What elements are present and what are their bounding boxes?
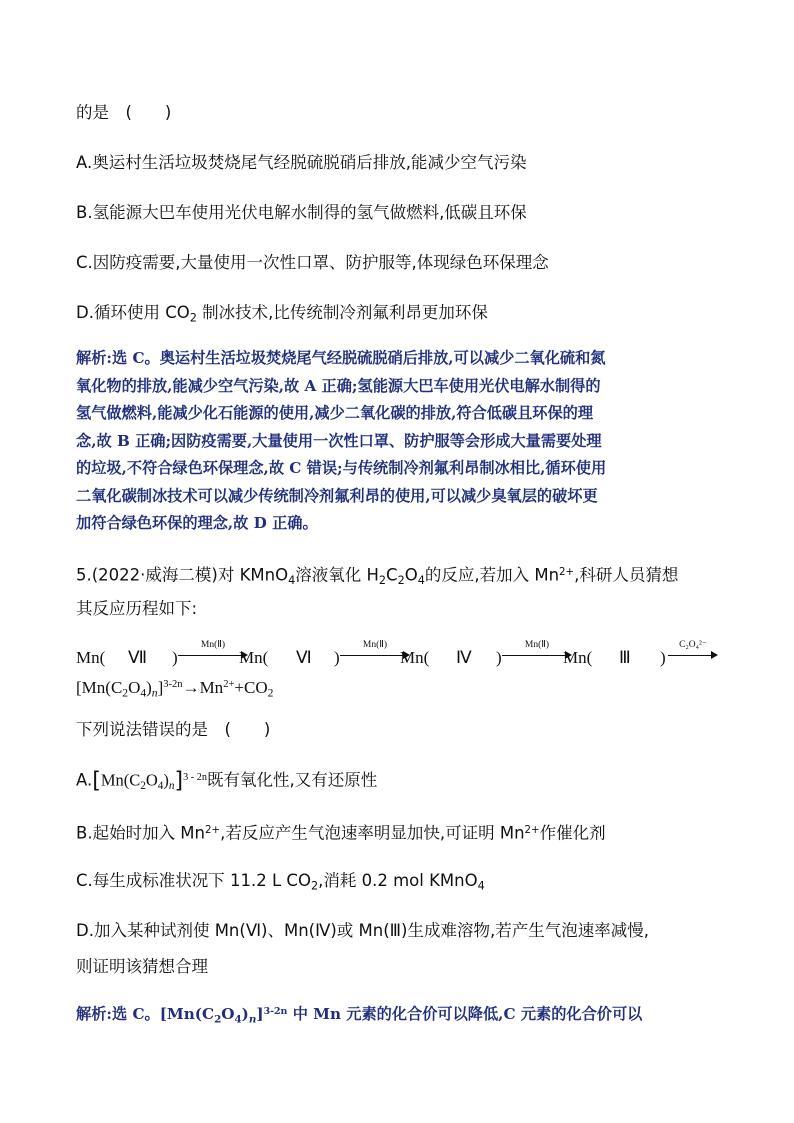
stem-text: O xyxy=(404,565,418,585)
formula-text: ] xyxy=(256,1005,264,1024)
subscript: 4 xyxy=(477,879,485,893)
subscript: 4 xyxy=(157,779,164,792)
question-4-option-b: B.氢能源大巴车使用光伏电解水制得的氢气做燃料,低碳且环保 xyxy=(76,203,527,222)
formula-text: O xyxy=(145,770,158,790)
mn-label: Mn( xyxy=(76,648,106,667)
superscript: 3-2n xyxy=(263,1006,288,1017)
subscript: 2 xyxy=(140,779,146,792)
option-d-text-tail: 制冰技术,比传统制冷剂氟利昂更加环保 xyxy=(196,303,488,322)
explanation-line: 氧化物的排放,能减少空气污染,故 A 正确;氢能源大巴车使用光伏电解水制得的 xyxy=(76,376,601,395)
arrow-line xyxy=(502,655,566,656)
question-5-option-b xyxy=(76,821,606,844)
option-text: 作催化剂 xyxy=(539,823,606,843)
formula-text: ) xyxy=(163,770,169,790)
option-text: 既有氧化性,又有还原性 xyxy=(206,770,378,790)
question-5-option-a xyxy=(76,768,377,796)
option-text: ,消耗 0.2 mol KMnO xyxy=(318,871,478,890)
explanation-text: 解析:选 C。 xyxy=(76,1005,160,1024)
subscript: 2 xyxy=(189,311,197,325)
close-paren: ) xyxy=(496,648,502,667)
question-5-option-c xyxy=(76,871,485,896)
subscript: n xyxy=(151,686,158,700)
question-5-option-d-line-2: 则证明该猜想合理 xyxy=(76,957,208,976)
mn-label: Mn( xyxy=(239,648,269,667)
formula-text: +CO xyxy=(234,677,268,697)
option-d-text: D.循环使用 CO xyxy=(76,303,190,322)
explanation-text: 中 Mn 元素的化合价可以降低,C 元素的化合价可以 xyxy=(287,1005,643,1024)
stem-text: 溶液氧化 H xyxy=(295,565,379,585)
superscript: 2+ xyxy=(524,825,540,836)
subscript: 2 xyxy=(214,1013,222,1026)
subscript: 2 xyxy=(267,686,274,700)
option-text: C.每生成标准状况下 11.2 L CO xyxy=(76,871,311,890)
oxidation-state-vii: Ⅶ xyxy=(128,648,148,667)
stem-text: 的反应,若加入 Mn xyxy=(424,565,560,585)
arrow-label: Mn(Ⅱ) xyxy=(524,640,550,650)
explanation-line xyxy=(76,998,718,1026)
arrow-head-icon xyxy=(711,651,718,659)
question-4-explanation xyxy=(76,345,718,538)
oxidation-state-iii: Ⅲ xyxy=(619,648,631,667)
stem-text: 5.(2022·威海二模)对 KMnO xyxy=(76,565,289,585)
arrow-line xyxy=(178,655,242,656)
option-text: ,若反应产生气泡速率明显加快,可证明 Mn xyxy=(220,823,525,843)
subscript: 2 xyxy=(378,573,387,587)
formula-text: O xyxy=(221,1005,235,1024)
formula-text: ] xyxy=(157,677,164,697)
superscript: 3-2n xyxy=(163,679,183,690)
reaction-pathway-line-2 xyxy=(76,675,273,703)
bracket: [ xyxy=(92,768,101,794)
arrow-label: Mn(Ⅱ) xyxy=(362,640,388,650)
subscript: 4 xyxy=(288,573,296,587)
explanation-line: 的垃圾,不符合绿色环保理念,故 C 错误;与传统制冷剂氟利昂制冰相比,循环使用 xyxy=(76,459,607,477)
bracket: ] xyxy=(174,768,184,794)
question-5-stem-line-1 xyxy=(76,563,678,591)
option-label: A. xyxy=(76,770,93,790)
arrow-oxalate xyxy=(668,640,718,662)
explanation-line: 解析:选 C。奥运村生活垃圾焚烧尾气经脱硫脱硝后排放,可以减少二氧化硫和氮 xyxy=(76,349,606,367)
formula-text: [Mn(C xyxy=(76,677,123,697)
formula-text: ) xyxy=(146,677,152,697)
explanation-line: 二氧化碳制冰技术可以减少传统制冷剂氟利昂的使用,可以减少臭氧层的破坏更 xyxy=(76,486,598,505)
question-5-stem-line-2: 其反应历程如下: xyxy=(76,599,198,618)
formula-text: [Mn(C xyxy=(159,1005,215,1024)
oxidation-state-iv: Ⅳ xyxy=(456,648,472,667)
option-text: B.起始时加入 Mn xyxy=(76,823,206,843)
subscript: n xyxy=(168,779,175,792)
subscript: 2 xyxy=(122,686,129,700)
formula-text: ) xyxy=(241,1005,249,1024)
subscript: 4 xyxy=(234,1013,242,1026)
explanation-line: 加符合绿色环保的理念,故 D 正确。 xyxy=(76,514,318,532)
oxidation-state-vi: Ⅵ xyxy=(296,648,312,667)
question-4-option-d xyxy=(76,303,488,328)
arrow-line xyxy=(668,655,712,656)
explanation-line: 念,故 B 正确;因防疫需要,大量使用一次性口罩、防护服等会形成大量需要处理 xyxy=(76,431,602,450)
close-paren: ) xyxy=(172,648,178,667)
subscript: 4 xyxy=(417,573,425,587)
subscript: 2 xyxy=(397,573,405,587)
subscript: 2 xyxy=(310,879,319,893)
subscript: n xyxy=(248,1013,257,1026)
arrow-catalyst-1 xyxy=(178,640,248,662)
arrow-line xyxy=(340,655,404,656)
question-5-ask: 下列说法错误的是 ( ) xyxy=(76,720,271,739)
mn-label: Mn( xyxy=(400,648,430,667)
arrow-label: Mn(Ⅱ) xyxy=(200,640,226,650)
arrow-label: C₂O₄²⁻ xyxy=(679,640,707,650)
superscript: 2+ xyxy=(559,567,575,578)
superscript: 3 - 2n xyxy=(183,772,207,783)
superscript: 2+ xyxy=(223,679,235,690)
stem-text: C xyxy=(386,565,398,585)
question-4-option-a: A.奥运村生活垃圾焚烧尾气经脱硫脱硝后排放,能减少空气污染 xyxy=(76,153,527,172)
formula-text: O xyxy=(128,677,141,697)
question-5-explanation xyxy=(76,998,718,1026)
subscript: 4 xyxy=(140,686,147,700)
arrow-catalyst-3 xyxy=(502,640,572,662)
stem-text: ,科研人员猜想 xyxy=(574,565,679,585)
formula-text: →Mn xyxy=(182,677,224,697)
close-paren: ) xyxy=(660,648,666,667)
explanation-line: 氢气做燃料,能减少化石能源的使用,减少二氧化碳的排放,符合低碳且环保的理 xyxy=(76,404,594,422)
question-4-option-c: C.因防疫需要,大量使用一次性口罩、防护服等,体现绿色环保理念 xyxy=(76,253,549,272)
mn-label: Mn( xyxy=(563,648,593,667)
superscript: 2+ xyxy=(205,825,221,836)
formula-text: Mn(C xyxy=(100,770,141,790)
close-paren: ) xyxy=(334,648,340,667)
question-5-option-d-line-1: D.加入某种试剂使 Mn(Ⅵ)、Mn(Ⅳ)或 Mn(Ⅲ)生成难溶物,若产生气泡速率减慢, xyxy=(76,921,649,940)
question-4-stem-tail: 的是 ( ) xyxy=(76,103,172,122)
